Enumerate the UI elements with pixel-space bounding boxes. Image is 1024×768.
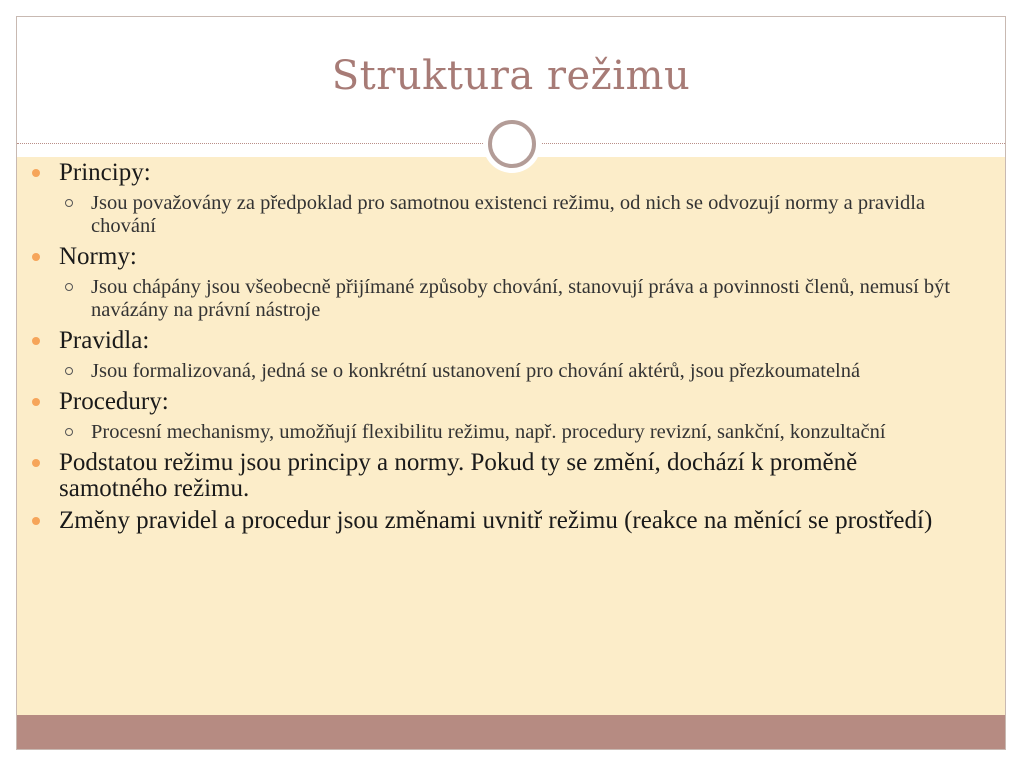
- sub-bullet-icon: [65, 428, 73, 436]
- sub-bullet-text: Jsou považovány za předpoklad pro samotnou existenci režimu, od nich se odvozují normy a pravidla chování: [91, 192, 926, 237]
- bullet-item: [32, 450, 952, 502]
- bullet-icon: [32, 169, 40, 177]
- bullet-icon: [32, 459, 40, 467]
- bullet-text: Změny pravidel a procedur jsou změnami uvnitř režimu (reakce na měnící se prostředí): [59, 507, 933, 534]
- bullet-item: [32, 389, 952, 415]
- bullet-item: [32, 244, 952, 270]
- bullet-item: [32, 508, 952, 534]
- bullet-text: Normy:: [59, 243, 137, 270]
- sub-bullet-item: [32, 421, 952, 444]
- bullet-text: Procedury:: [59, 388, 169, 415]
- bullet-icon: [32, 398, 40, 406]
- bullet-list: [32, 160, 952, 540]
- footer-bar: [17, 715, 1005, 749]
- bullet-icon: [32, 253, 40, 261]
- bullet-text: Pravidla:: [59, 327, 150, 354]
- sub-bullet-text: Procesní mechanismy, umožňují flexibilitu režimu, např. procedury revizní, sankční, konzultační: [91, 421, 886, 443]
- ornament-center: [500, 132, 524, 156]
- bullet-item: [32, 328, 952, 354]
- bullet-icon: [32, 517, 40, 525]
- sub-bullet-item: [32, 360, 952, 383]
- sub-bullet-icon: [65, 199, 73, 207]
- sub-bullet-text: Jsou chápány jsou všeobecně přijímané způsoby chování, stanovují práva a povinnosti členů, nemusí být navázány na právní nástroje: [91, 276, 951, 321]
- sub-bullet-icon: [65, 367, 73, 375]
- bullet-text: Podstatou režimu jsou principy a normy. Pokud ty se změní, dochází k proměně samotného režimu.: [59, 449, 858, 502]
- bullet-item: [32, 160, 952, 186]
- sub-bullet-item: [32, 192, 952, 238]
- bullet-icon: [32, 337, 40, 345]
- sub-bullet-item: [32, 276, 952, 322]
- slide-title: Struktura režimu: [331, 53, 691, 99]
- sub-bullet-icon: [65, 283, 73, 291]
- bullet-text: Principy:: [59, 159, 151, 186]
- sub-bullet-text: Jsou formalizovaná, jedná se o konkrétní ustanovení pro chování aktérů, jsou přezkoumatelná: [91, 360, 861, 382]
